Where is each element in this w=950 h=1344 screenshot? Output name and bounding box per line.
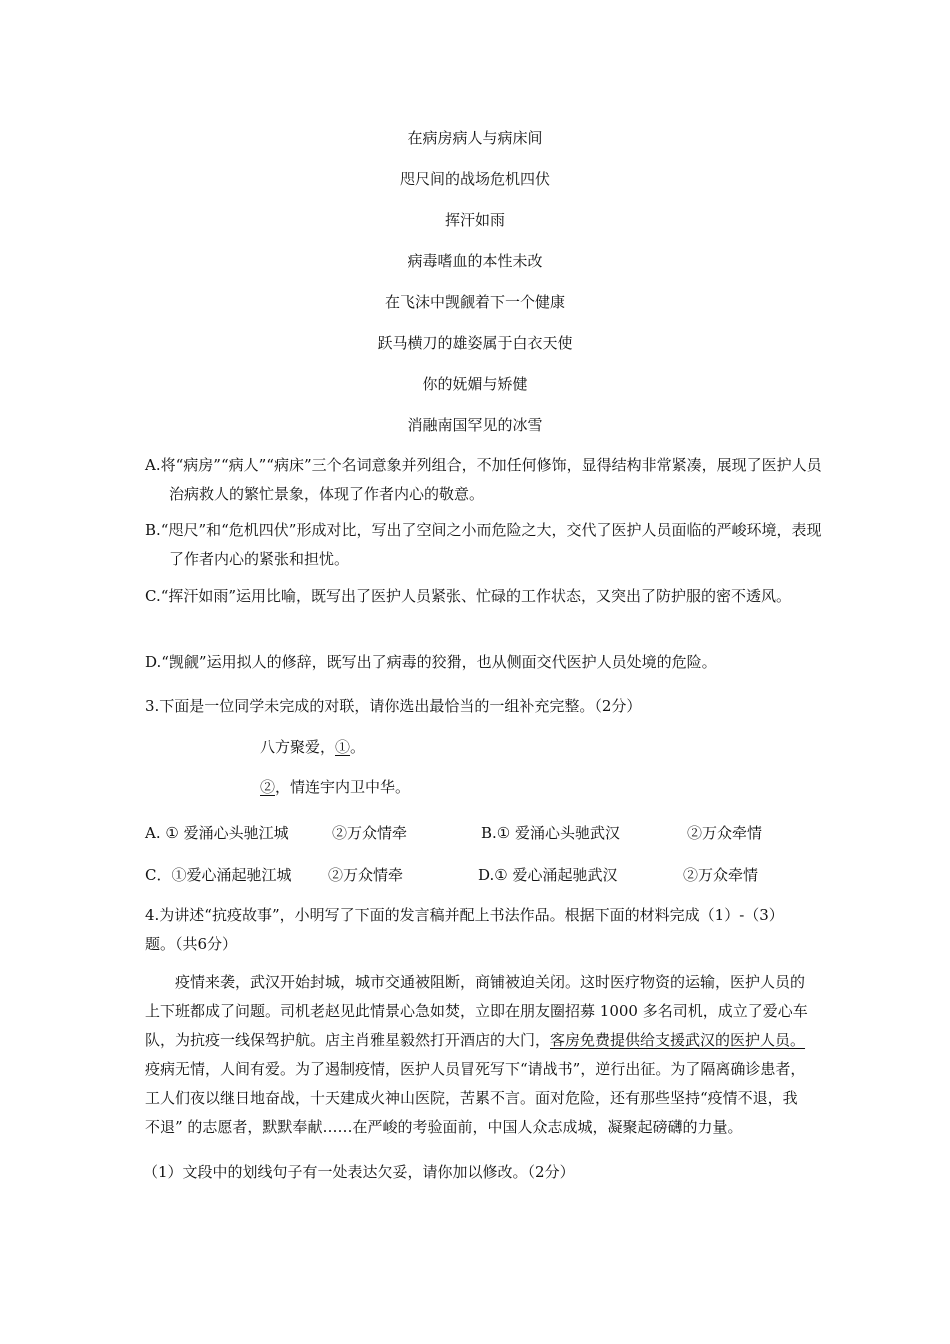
blank-2: ② (260, 778, 276, 796)
couplet-text: ，情连宇内卫中华。 (275, 778, 411, 796)
couplet-line-1 (260, 737, 365, 757)
choice-a-second: ②万众情牵 (332, 824, 408, 842)
choice-d-first: D.① 爱心涌起驰武汉 (478, 866, 618, 884)
option-a: A.将“病房”“病人”“病床”三个名词意象并列组合，不加任何修饰，显得结构非常紧凑，展现了医护人员治病救人的繁忙景象，体现了作者内心的敬意。 (145, 456, 822, 503)
choice-c-first: C．①爱心涌起驰江城 (145, 866, 292, 884)
choice-c-second: ②万众情牵 (328, 866, 404, 884)
choice-row-cd (145, 864, 810, 884)
poem-line: 在病房病人与病床间 (407, 129, 543, 147)
sub-question-1: （1）文段中的划线句子有一处表达欠妥，请你加以修改。（2分） (143, 1163, 575, 1181)
poem-line: 在飞沫中觊觎着下一个健康 (384, 293, 565, 311)
poem-line: 跃马横刀的雄姿属于白衣天使 (377, 334, 573, 352)
couplet-text: 八方聚爱， (260, 738, 336, 756)
option-b: B.“咫尺”和“危机四伏”形成对比，写出了空间之小而危险之大，交代了医护人员面临的严峻环境，表现了作者内心的紧张和担忧。 (145, 521, 822, 568)
poem-line: 病毒嗜血的本性未改 (407, 252, 543, 270)
passage-text: 疫情来袭，武汉开始封城，城市交通被阻断，商铺被迫关闭。这时医疗物资的运输，医护人员的上下班都成了问题。司机老赵见此情景心急如焚，立即在朋友圈招募 1000 多名司机，成立了爱心车队，为抗疫一线保驾护航。店主肖雅星毅然打开酒店的大门， (145, 973, 808, 1049)
blank-1: ① (335, 738, 351, 756)
question-4-stem: 4.为讲述“抗疫故事”，小明写了下面的发言稿并配上书法作品。根据下面的材料完成（1）-（3）题。（共6分） (145, 906, 784, 953)
couplet-end: 。 (350, 738, 366, 756)
poem-line: 消融南国罕见的冰雪 (407, 416, 543, 434)
choice-a-first: A. ① 爱涌心头驰江城 (145, 824, 289, 842)
question-3-stem: 3.下面是一位同学未完成的对联，请你选出最恰当的一组补充完整。（2分） (145, 697, 642, 715)
choice-d-second: ②万众牵情 (683, 866, 759, 884)
passage-text: 疫病无情，人间有爱。为了遏制疫情，医护人员冒死写下“请战书”，逆行出征。为了隔离确诊患者，工人们夜以继日地奋战，十天建成火神山医院，苦累不言。面对危险，还有那些坚持“疫情不退，我不退” 的志愿者，默默奉献……在严峻的考验面前，中国人众志成城，凝聚起磅礴的力量。 (145, 1060, 806, 1136)
choice-b-second: ②万众牵情 (687, 824, 763, 842)
poem-line: 你的妩媚与矫健 (422, 375, 528, 393)
underlined-sentence: 客房免费提供给支援武汉的医护人员。 (550, 1031, 806, 1049)
poem (0, 128, 950, 456)
choice-row-ab (145, 822, 810, 842)
passage (145, 968, 810, 1142)
poem-line: 挥汗如雨 (444, 211, 505, 229)
poem-line: 咫尺间的战场危机四伏 (399, 170, 550, 188)
couplet-line-2 (260, 777, 410, 797)
option-c: C.“挥汗如雨”运用比喻，既写出了医护人员紧张、忙碌的工作状态，又突出了防护服的密不透风。 (145, 587, 792, 605)
option-d: D.“觊觎”运用拟人的修辞，既写出了病毒的狡猾，也从侧面交代医护人员处境的危险。 (145, 653, 717, 671)
choice-b-first: B.① 爱涌心头驰武汉 (481, 824, 621, 842)
